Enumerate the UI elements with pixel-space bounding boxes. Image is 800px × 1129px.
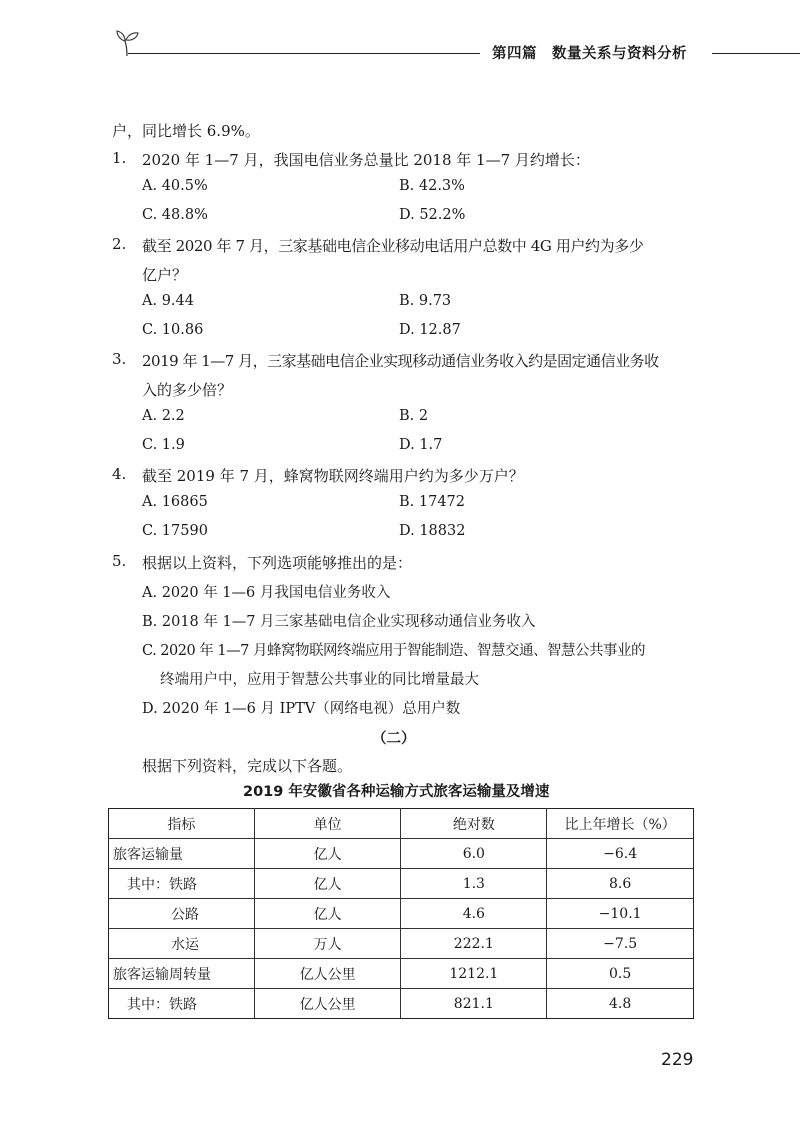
table-cell: 亿人公里 — [254, 989, 401, 1019]
q4-number: 4. — [112, 465, 127, 483]
table-cell: 1.3 — [401, 869, 547, 899]
q2-option-b: B. 9.73 — [399, 293, 452, 309]
q1-option-a: A. 40.5% — [142, 178, 208, 194]
header-cell: 指标 — [109, 809, 255, 839]
table-cell: 222.1 — [401, 929, 547, 959]
q1-option-d: D. 52.2% — [399, 207, 466, 223]
page-number: 229 — [661, 1050, 694, 1070]
q2-stem-line2: 亿户？ — [142, 266, 188, 284]
q2-option-d: D. 12.87 — [399, 322, 461, 338]
q5-stem: 根据以上资料，下列选项能够推出的是： — [142, 554, 413, 572]
q2-option-c: C. 10.86 — [142, 322, 204, 338]
section-label: （二） — [372, 731, 416, 747]
table-cell: 821.1 — [401, 989, 547, 1019]
header-title: 第四篇 数量关系与资料分析 — [486, 42, 693, 63]
table-cell: 公路 — [109, 899, 255, 929]
q4-option-c: C. 17590 — [142, 523, 208, 539]
table-cell: 旅客运输量 — [109, 839, 255, 869]
q2-stem-line1: 截至 2020 年 7 月，三家基础电信企业移动电话用户总数中 4G 用户约为多少 — [142, 237, 644, 255]
table-cell: 亿人 — [254, 839, 401, 869]
table-row — [109, 929, 694, 959]
q1-option-b: B. 42.3% — [399, 178, 465, 194]
table-row — [109, 959, 694, 989]
table-row — [109, 869, 694, 899]
table-cell: 4.8 — [547, 989, 694, 1019]
table-cell: 万人 — [254, 929, 401, 959]
table-cell: 8.6 — [547, 869, 694, 899]
q3-option-c: C. 1.9 — [142, 437, 185, 453]
table-cell: −6.4 — [547, 839, 694, 869]
q3-stem-line2: 入的多少倍？ — [142, 381, 233, 399]
q3-option-a: A. 2.2 — [142, 408, 185, 424]
table-row — [109, 989, 694, 1019]
q2-option-a: A. 9.44 — [142, 293, 194, 309]
section-instruction: 根据下列资料，完成以下各题。 — [142, 757, 353, 775]
table-cell: 1212.1 — [401, 959, 547, 989]
header-cell: 绝对数 — [401, 809, 547, 839]
q3-stem-line1: 2019 年 1—7 月，三家基础电信企业实现移动通信业务收入约是固定通信业务收 — [142, 352, 659, 370]
q5-option-a: A. 2020 年 1—6 月我国电信业务收入 — [142, 585, 391, 601]
q4-option-b: B. 17472 — [399, 494, 466, 510]
table-cell: 亿人 — [254, 899, 401, 929]
table-cell: 水运 — [109, 929, 255, 959]
table-cell: −7.5 — [547, 929, 694, 959]
table-cell: 亿人公里 — [254, 959, 401, 989]
table-cell: 0.5 — [547, 959, 694, 989]
header-rule-left — [128, 53, 480, 54]
q1-number: 1. — [112, 149, 127, 167]
table-cell: 其中：铁路 — [109, 989, 255, 1019]
header-cell: 单位 — [254, 809, 401, 839]
q1-stem: 2020 年 1—7 月，我国电信业务总量比 2018 年 1—7 月约增长： — [142, 151, 590, 169]
header-cell: 比上年增长（%） — [547, 809, 694, 839]
table-cell: 旅客运输周转量 — [109, 959, 255, 989]
q5-number: 5. — [112, 552, 127, 570]
q5-option-c-cont: 终端用户中，应用于智慧公共事业的同比增量最大 — [160, 672, 479, 688]
header-rule-right — [712, 53, 800, 54]
transport-table — [108, 808, 694, 1019]
table-row — [109, 899, 694, 929]
table-row — [109, 839, 694, 869]
q5-option-d: D. 2020 年 1—6 月 IPTV（网络电视）总用户数 — [142, 701, 461, 717]
intro-tail: 户，同比增长 6.9%。 — [112, 122, 260, 140]
table-cell: 其中：铁路 — [109, 869, 255, 899]
q5-option-c: C. 2020 年 1—7 月蜂窝物联网终端应用于智能制造、智慧交通、智慧公共事业的 — [142, 643, 645, 659]
q4-option-a: A. 16865 — [142, 494, 208, 510]
table-cell: 亿人 — [254, 869, 401, 899]
q1-option-c: C. 48.8% — [142, 207, 208, 223]
q2-number: 2. — [112, 235, 127, 253]
q4-stem: 截至 2019 年 7 月，蜂窝物联网终端用户约为多少万户？ — [142, 467, 524, 485]
q3-option-b: B. 2 — [399, 408, 429, 424]
table-cell: 4.6 — [401, 899, 547, 929]
table-header-row — [109, 809, 694, 839]
q4-option-d: D. 18832 — [399, 523, 466, 539]
q5-option-b: B. 2018 年 1—7 月三家基础电信企业实现移动通信业务收入 — [142, 614, 536, 630]
q3-number: 3. — [112, 350, 127, 368]
table-title: 2019 年安徽省各种运输方式旅客运输量及增速 — [243, 784, 550, 800]
table-cell: −10.1 — [547, 899, 694, 929]
q3-option-d: D. 1.7 — [399, 437, 443, 453]
table-cell: 6.0 — [401, 839, 547, 869]
